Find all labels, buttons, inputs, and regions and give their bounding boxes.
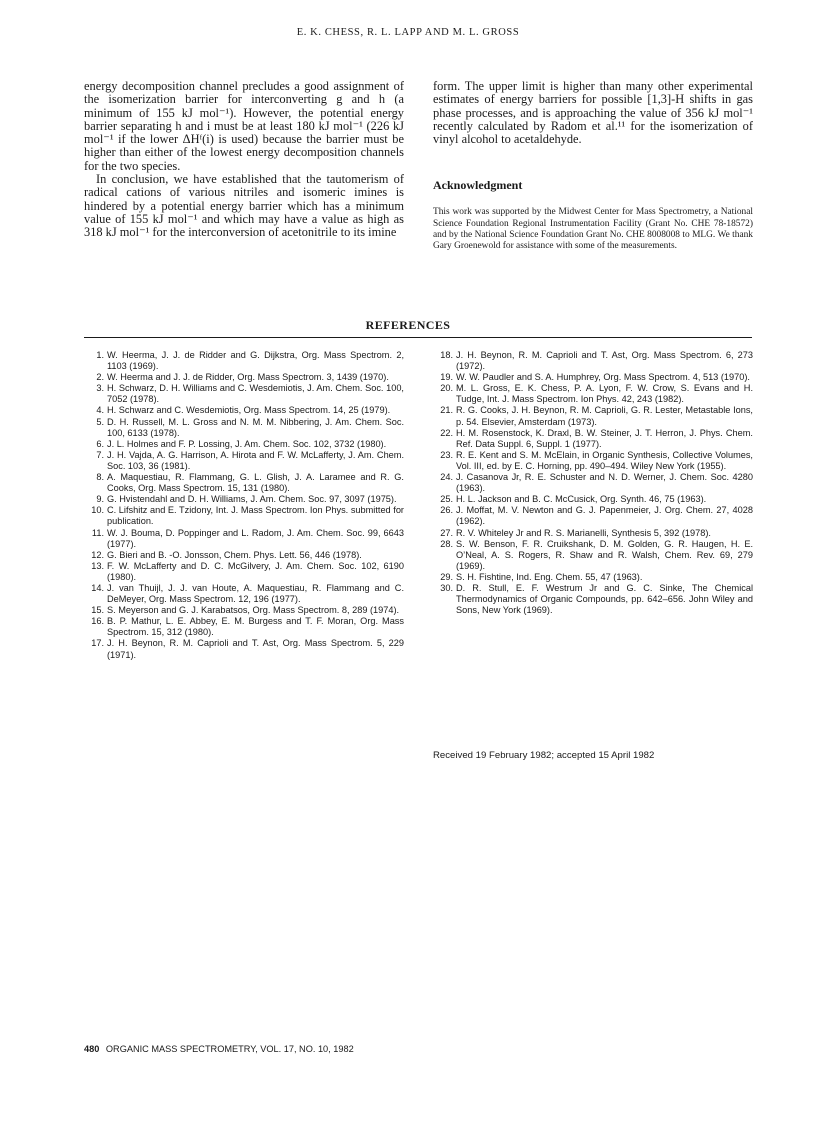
- body-paragraph-continued: form. The upper limit is higher than many other experimental estimates of energy barriers for possible [1,3]-H shifts in gas phase processes, and is approaching the value of 356 kJ mol⁻¹ recently calculated by Radom et al.¹¹ for the isomerization of vinyl alcohol to acetaldehyde.: [433, 79, 753, 147]
- reference-number: 15.: [91, 605, 104, 616]
- reference-item: [84, 550, 404, 561]
- reference-text: C. Lifshitz and E. Tzidony, Int. J. Mass Spectrom. Ion Phys. submitted for publication.: [107, 505, 404, 527]
- reference-number: 9.: [96, 494, 104, 505]
- reference-text: H. Schwarz and C. Wesdemiotis, Org. Mass Spectrom. 14, 25 (1979).: [107, 405, 391, 416]
- reference-text: S. W. Benson, F. R. Cruikshank, D. M. Golden, G. R. Haugen, H. E. O’Neal, A. S. Rogers, R. Shaw and R. Walsh, Chem. Rev. 69, 279 (1969).: [456, 538, 753, 571]
- body-paragraph-conclusion: In conclusion, we have established that the tautomerism of radical cations of various nitriles and isomeric imines is hindered by a potential energy barrier which has a minimum value of 155 kJ mol⁻¹ and which may have a value as high as 318 kJ mol⁻¹ for the interconversion of acetonitrile to its imine: [84, 172, 404, 240]
- reference-item: [433, 383, 753, 405]
- journal-citation: ORGANIC MASS SPECTROMETRY, VOL. 17, NO. 10, 1982: [105, 1044, 354, 1054]
- reference-number: 1.: [96, 350, 104, 360]
- reference-item: [433, 405, 753, 427]
- reference-text: H. L. Jackson and B. C. McCusick, Org. Synth. 46, 75 (1963).: [456, 494, 707, 505]
- reference-number: 8.: [96, 472, 104, 483]
- reference-number: 21.: [440, 405, 453, 416]
- reference-number: 23.: [440, 449, 453, 460]
- reference-item: [84, 583, 404, 605]
- reference-item: [84, 417, 404, 439]
- references-left-column: [84, 350, 404, 661]
- reference-number: 14.: [91, 582, 104, 593]
- reference-number: 22.: [440, 427, 453, 438]
- reference-text: J. L. Holmes and F. P. Lossing, J. Am. Chem. Soc. 102, 3732 (1980).: [107, 438, 387, 449]
- reference-number: 13.: [91, 560, 104, 571]
- reference-text: J. H. Vajda, A. G. Harrison, A. Hirota and F. W. McLafferty, J. Am. Chem. Soc. 103, 36 (1981).: [107, 449, 404, 471]
- reference-item: [84, 561, 404, 583]
- reference-number: 26.: [440, 505, 453, 516]
- reference-item: [84, 439, 404, 450]
- reference-item: [84, 472, 404, 494]
- reference-text: H. M. Rosenstock, K. Draxl, B. W. Steiner, J. T. Herron, J. Phys. Chem. Ref. Data Suppl. 6, Suppl. 1 (1977).: [456, 427, 753, 449]
- reference-item: [84, 372, 404, 383]
- reference-text: W. W. Paudler and S. A. Humphrey, Org. Mass Spectrom. 4, 513 (1970).: [456, 372, 750, 383]
- reference-number: 18.: [440, 350, 453, 360]
- reference-text: D. R. Stull, E. F. Westrum Jr and G. C. Sinke, The Chemical Thermodynamics of Organic Compounds, pp. 642–656. John Wiley and Sons, New York (1969).: [456, 582, 753, 616]
- reference-item: [84, 450, 404, 472]
- reference-number: 6.: [96, 438, 104, 449]
- reference-text: R. E. Kent and S. M. McElain, in Organic Synthesis, Collective Volumes, Vol. III, ed. by E. C. Horning, pp. 490–494. Wiley New York (1955).: [456, 449, 753, 471]
- reference-text: H. Schwarz, D. H. Williams and C. Wesdemiotis, J. Am. Chem. Soc. 100, 7052 (1978).: [107, 383, 404, 405]
- reference-item: [433, 539, 753, 572]
- reference-number: 28.: [440, 538, 453, 549]
- received-date: Received 19 February 1982; accepted 15 April 1982: [433, 750, 655, 761]
- reference-text: W. Heerma and J. J. de Ridder, Org. Mass Spectrom. 3, 1439 (1970).: [107, 372, 389, 383]
- reference-item: [433, 583, 753, 616]
- reference-text: G. Hvistendahl and D. H. Williams, J. Am. Chem. Soc. 97, 3097 (1975).: [107, 494, 397, 505]
- reference-text: F. W. McLafferty and D. C. McGilvery, J. Am. Chem. Soc. 102, 6190 (1980).: [107, 560, 404, 582]
- reference-text: J. Casanova Jr, R. E. Schuster and N. D. Werner, J. Chem. Soc. 4280 (1963).: [456, 472, 753, 494]
- reference-text: A. Maquestiau, R. Flammang, G. L. Glish, J. A. Laramee and R. G. Cooks, Org. Mass Spectrom. 15, 131 (1980).: [107, 472, 404, 494]
- reference-number: 4.: [96, 405, 104, 416]
- references-divider: [84, 337, 752, 338]
- reference-text: M. L. Gross, E. K. Chess, P. A. Lyon, F. W. Crow, S. Evans and H. Tudge, Int. J. Mass Spectrom. Ion Phys. 42, 243 (1982).: [456, 383, 753, 405]
- reference-item: [433, 494, 753, 505]
- reference-item: [433, 505, 753, 527]
- reference-item: [84, 605, 404, 616]
- reference-text: G. Bieri and B. -O. Jonsson, Chem. Phys. Lett. 56, 446 (1978).: [107, 549, 362, 560]
- left-text-column: [84, 80, 404, 240]
- reference-text: J. van Thuijl, J. J. van Houte, A. Maquestiau, R. Flammang and C. DeMeyer, Org. Mass Spectrom. 12, 196 (1977).: [107, 582, 404, 605]
- reference-number: 19.: [440, 372, 453, 383]
- reference-number: 3.: [96, 383, 104, 394]
- acknowledgment-heading: Acknowledgment: [433, 178, 523, 193]
- reference-item: [84, 405, 404, 416]
- reference-text: B. P. Mathur, L. E. Abbey, E. M. Burgess and T. F. Moran, Org. Mass Spectrom. 15, 312 (1980).: [107, 616, 404, 638]
- reference-number: 7.: [96, 449, 104, 460]
- reference-item: [433, 350, 753, 372]
- running-header: E. K. CHESS, R. L. LAPP AND M. L. GROSS: [296, 27, 520, 38]
- reference-item: [433, 572, 753, 583]
- reference-text: S. Meyerson and G. J. Karabatsos, Org. Mass Spectrom. 8, 289 (1974).: [107, 605, 400, 616]
- reference-item: [433, 450, 753, 472]
- reference-number: 10.: [91, 505, 104, 516]
- reference-number: 17.: [91, 638, 104, 649]
- right-text-column: [433, 80, 753, 253]
- reference-item: [84, 528, 404, 550]
- reference-text: D. H. Russell, M. L. Gross and N. M. M. Nibbering, J. Am. Chem. Soc. 100, 6133 (1978).: [107, 416, 404, 438]
- reference-text: R. V. Whiteley Jr and R. S. Marianelli, Synthesis 5, 392 (1978).: [456, 527, 711, 538]
- reference-text: R. G. Cooks, J. H. Beynon, R. M. Caprioli, G. R. Lester, Metastable Ions, p. 54. Elsevier, Amsterdam (1973).: [456, 405, 753, 427]
- reference-item: [84, 350, 404, 372]
- reference-number: 29.: [440, 571, 453, 582]
- reference-text: W. Heerma, J. J. de Ridder and G. Dijkstra, Org. Mass Spectrom. 2, 1103 (1969).: [107, 350, 404, 372]
- reference-item: [433, 472, 753, 494]
- reference-item: [433, 528, 753, 539]
- references-heading: REFERENCES: [365, 318, 451, 332]
- reference-item: [84, 383, 404, 405]
- reference-number: 12.: [91, 549, 104, 560]
- reference-number: 24.: [440, 472, 453, 483]
- references-right-column: [433, 350, 753, 616]
- reference-number: 5.: [96, 416, 104, 427]
- reference-number: 2.: [96, 372, 104, 383]
- reference-text: S. H. Fishtine, Ind. Eng. Chem. 55, 47 (1963).: [456, 571, 643, 582]
- reference-text: W. J. Bouma, D. Poppinger and L. Radom, J. Am. Chem. Soc. 99, 6643 (1977).: [107, 527, 404, 549]
- reference-number: 30.: [440, 582, 453, 593]
- reference-item: [84, 494, 404, 505]
- reference-number: 16.: [91, 616, 104, 627]
- reference-text: J. Moffat, M. V. Newton and G. J. Papenmeier, J. Org. Chem. 27, 4028 (1962).: [456, 505, 753, 527]
- reference-item: [84, 638, 404, 660]
- reference-item: [84, 616, 404, 638]
- reference-text: J. H. Beynon, R. M. Caprioli and T. Ast, Org. Mass Spectrom. 5, 229 (1971).: [107, 638, 404, 660]
- reference-text: J. H. Beynon, R. M. Caprioli and T. Ast, Org. Mass Spectrom. 6, 273 (1972).: [456, 350, 753, 372]
- reference-number: 20.: [440, 383, 453, 394]
- acknowledgment-text: This work was supported by the Midwest Center for Mass Spectrometry, a National Science Foundation Regional Instrumentation Facility (Grant No. CHE 78-18572) and by the National Science Foundation Grant No. CHE 8008008 to MLG. We thank Gary Groenewold for assistance with some of the measurements.: [433, 207, 753, 252]
- reference-number: 25.: [440, 494, 453, 505]
- reference-item: [433, 372, 753, 383]
- body-paragraph: energy decomposition channel precludes a good assignment of the isomerization barrier for interconverting g and h (a minimum of 155 kJ mol⁻¹). However, the potential energy barrier separating h and i must be at least 180 kJ mol⁻¹ (226 kJ mol⁻¹ if the lower ΔHᶠ(i) is used) because the barrier must be higher than either of the lowest energy decomposition channels for the two species.: [84, 79, 404, 173]
- reference-item: [433, 428, 753, 450]
- reference-number: 11.: [91, 527, 104, 538]
- page-number: 480: [84, 1044, 100, 1054]
- reference-item: [84, 505, 404, 527]
- reference-number: 27.: [440, 527, 453, 538]
- page-footer: [84, 1044, 354, 1054]
